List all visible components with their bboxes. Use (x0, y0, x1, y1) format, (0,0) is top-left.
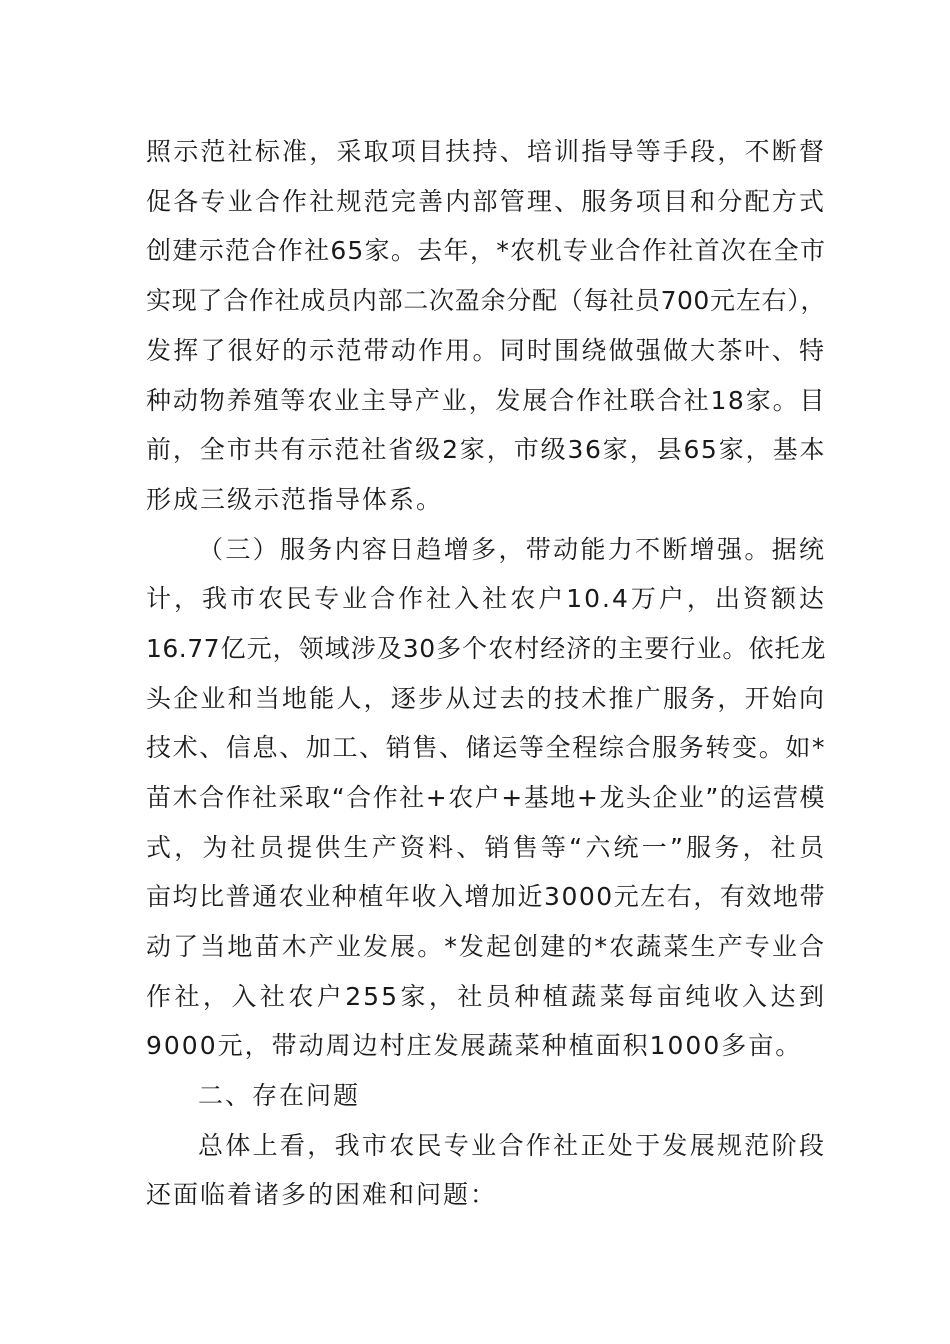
paragraph-2-line-9: 动了当地苗木产业发展。*发起创建的*农蔬菜生产专业合 (146, 932, 826, 961)
paragraph-1-line-6: 种动物养殖等农业主导产业，发展合作社联合社18家。目 (146, 386, 826, 415)
section-heading: 二、存在问题 (198, 1081, 361, 1110)
paragraph-2-line-11: 9000元，带动周边村庄发展蔬菜种植面积1000多亩。 (146, 1031, 803, 1060)
paragraph-1-line-3: 创建示范合作社65家。去年，*农机专业合作社首次在全市 (146, 236, 826, 265)
paragraph-2-line-6: 苗木合作社采取“合作社+农户+基地+龙头企业”的运营模 (146, 783, 826, 812)
paragraph-2-line-5: 技术、信息、加工、销售、储运等全程综合服务转变。如* (146, 733, 826, 762)
paragraph-2-line-2: 计，我市农民专业合作社入社农户10.4万户，出资额达 (146, 584, 826, 613)
paragraph-1-line-8: 形成三级示范指导体系。 (146, 485, 444, 514)
paragraph-1-line-2: 促各专业合作社规范完善内部管理、服务项目和分配方式 (146, 187, 826, 216)
paragraph-2-line-8: 亩均比普通农业种植年收入增加近3000元左右，有效地带 (146, 882, 826, 911)
paragraph-1-line-4: 实现了合作社成员内部二次盈余分配（每社员700元左右）， (146, 286, 826, 315)
paragraph-2-line-1: （三）服务内容日趋增多，带动能力不断增强。据统 (198, 535, 826, 564)
paragraph-2-line-10: 作社，入社农户255家，社员种植蔬菜每亩纯收入达到 (146, 982, 826, 1011)
paragraph-2-line-3: 16.77亿元，领域涉及30多个农村经济的主要行业。依托龙 (146, 634, 826, 663)
paragraph-3-line-1: 总体上看，我市农民专业合作社正处于发展规范阶段 (198, 1131, 826, 1160)
paragraph-1-line-5: 发挥了很好的示范带动作用。同时围绕做强做大茶叶、特 (146, 336, 826, 365)
paragraph-2-line-4: 头企业和当地能人，逐步从过去的技术推广服务，开始向 (146, 684, 826, 713)
paragraph-2-line-7: 式，为社员提供生产资料、销售等“六统一”服务，社员 (146, 833, 826, 862)
paragraph-1-line-1: 照示范社标准，采取项目扶持、培训指导等手段，不断督 (146, 137, 826, 166)
paragraph-3-line-2: 还面临着诸多的困难和问题： (146, 1180, 498, 1209)
paragraph-1-line-7: 前，全市共有示范社省级2家，市级36家，县65家，基本 (146, 435, 826, 464)
